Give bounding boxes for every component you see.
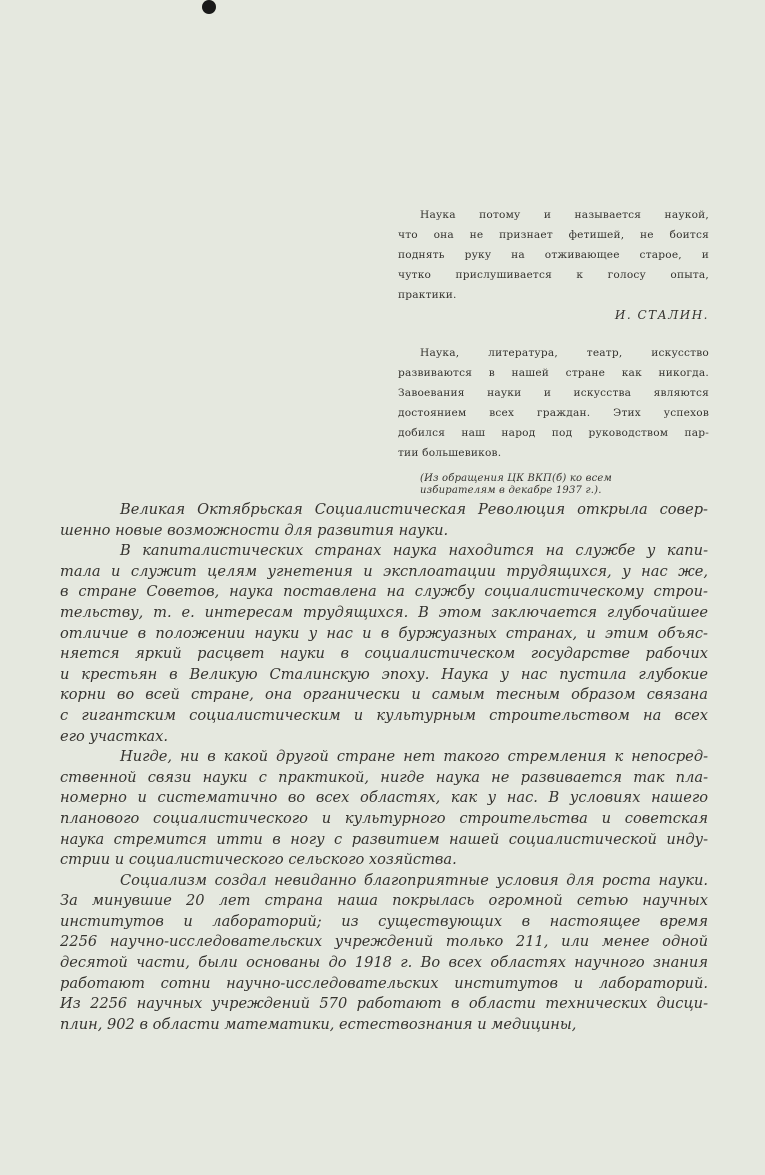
text-line: За минувшие 20 лет страна наша покрылась огромной сетью научных	[60, 892, 708, 910]
text-line: 2256 научно-исследовательских учреждений только 211, или менее одной	[60, 933, 708, 951]
text-line: планового социалистического и культурного строительства и советская	[60, 809, 708, 827]
quote-line: добился наш народ под руководством пар-	[398, 427, 709, 439]
text-line: Из 2256 научных учреждений 570 работают в области технических дисци-	[60, 995, 708, 1013]
text-line: В капиталистических странах наука находится на службе у капи-	[120, 542, 708, 560]
quote-line: практики.	[398, 289, 457, 301]
body-text	[60, 500, 708, 1035]
text-line: наука стремится итти в ногу с развитием нашей социалистической инду-	[60, 830, 708, 848]
text-line: Нигде, ни в какой другой стране нет такого стремления к непосред-	[120, 748, 708, 766]
party-quote	[398, 343, 709, 497]
text-line: в стране Советов, наука поставлена на службу социалистическому строи-	[60, 583, 708, 601]
text-line: плин, 902 в области математики, естествознания и медицины,	[60, 1015, 577, 1033]
text-line: его участках.	[60, 727, 168, 745]
text-line: десятой части, были основаны до 1918 г. Во всех областях научного знания	[60, 954, 708, 972]
text-line: институтов и лабораторий; из существующих в настоящее время	[60, 912, 708, 930]
citation-line: избирателям в декабре 1937 г.).	[420, 485, 602, 496]
epigraphs	[398, 205, 709, 497]
quote-citation	[398, 473, 709, 497]
text-line: няется яркий расцвет науки в социалистическом государстве рабочих	[60, 645, 708, 663]
text-line: тельству, т. е. интересам трудящихся. В этом заключается глубочайшее	[60, 603, 708, 621]
text-line: шенно новые возможности для развития науки.	[60, 521, 449, 539]
quote-line: Наука, литература, театр, искусство	[420, 347, 709, 359]
quote-line: достоянием всех граждан. Этих успехов	[398, 407, 709, 419]
quote-line: Завоевания науки и искусства являются	[398, 387, 709, 399]
paragraph	[60, 500, 708, 541]
stalin-quote	[398, 205, 709, 325]
text-line: ственной связи науки с практикой, нигде наука не развивается так пла-	[60, 768, 708, 786]
ink-blot	[202, 0, 216, 14]
paragraph	[60, 541, 708, 747]
text-line: Великая Октябрьская Социалистическая Революция открыла совер-	[120, 501, 708, 518]
quote-line: тии большевиков.	[398, 447, 502, 459]
quote-line: поднять руку на отживающее старое, и	[398, 249, 709, 261]
quote-line: чутко прислушивается к голосу опыта,	[398, 269, 709, 281]
text-line: отличие в положении науки у нас и в буржуазных странах, и этим объяс-	[60, 624, 708, 642]
citation-line: (Из обращения ЦК ВКП(б) ко всем	[420, 473, 613, 484]
paragraph	[60, 747, 708, 871]
text-line: работают сотни научно-исследовательских институтов и лабораторий.	[60, 974, 708, 992]
quote-author: И. СТАЛИН.	[614, 308, 709, 322]
text-line: стрии и социалистического сельского хозяйства.	[60, 851, 457, 869]
text-line: с гигантским социалистическим и культурным строительством на всех	[60, 706, 708, 724]
text-line: и крестьян в Великую Сталинскую эпоху. Наука у нас пустила глубокие	[60, 665, 708, 683]
quote-line: развиваются в нашей стране как никогда.	[398, 367, 709, 379]
quote-line: что она не признает фетишей, не боится	[398, 229, 709, 241]
text-line: Социализм создал невиданно благоприятные условия для роста науки.	[120, 871, 708, 889]
text-line: тала и служит целям угнетения и эксплоатации трудящихся, у нас же,	[60, 562, 708, 580]
text-line: номерно и систематично во всех областях, как у нас. В условиях нашего	[60, 789, 708, 807]
quote-line: Наука потому и называется наукой,	[420, 209, 709, 221]
paragraph	[60, 871, 708, 1036]
text-line: корни во всей стране, она органически и самым тесным образом связана	[60, 686, 708, 704]
